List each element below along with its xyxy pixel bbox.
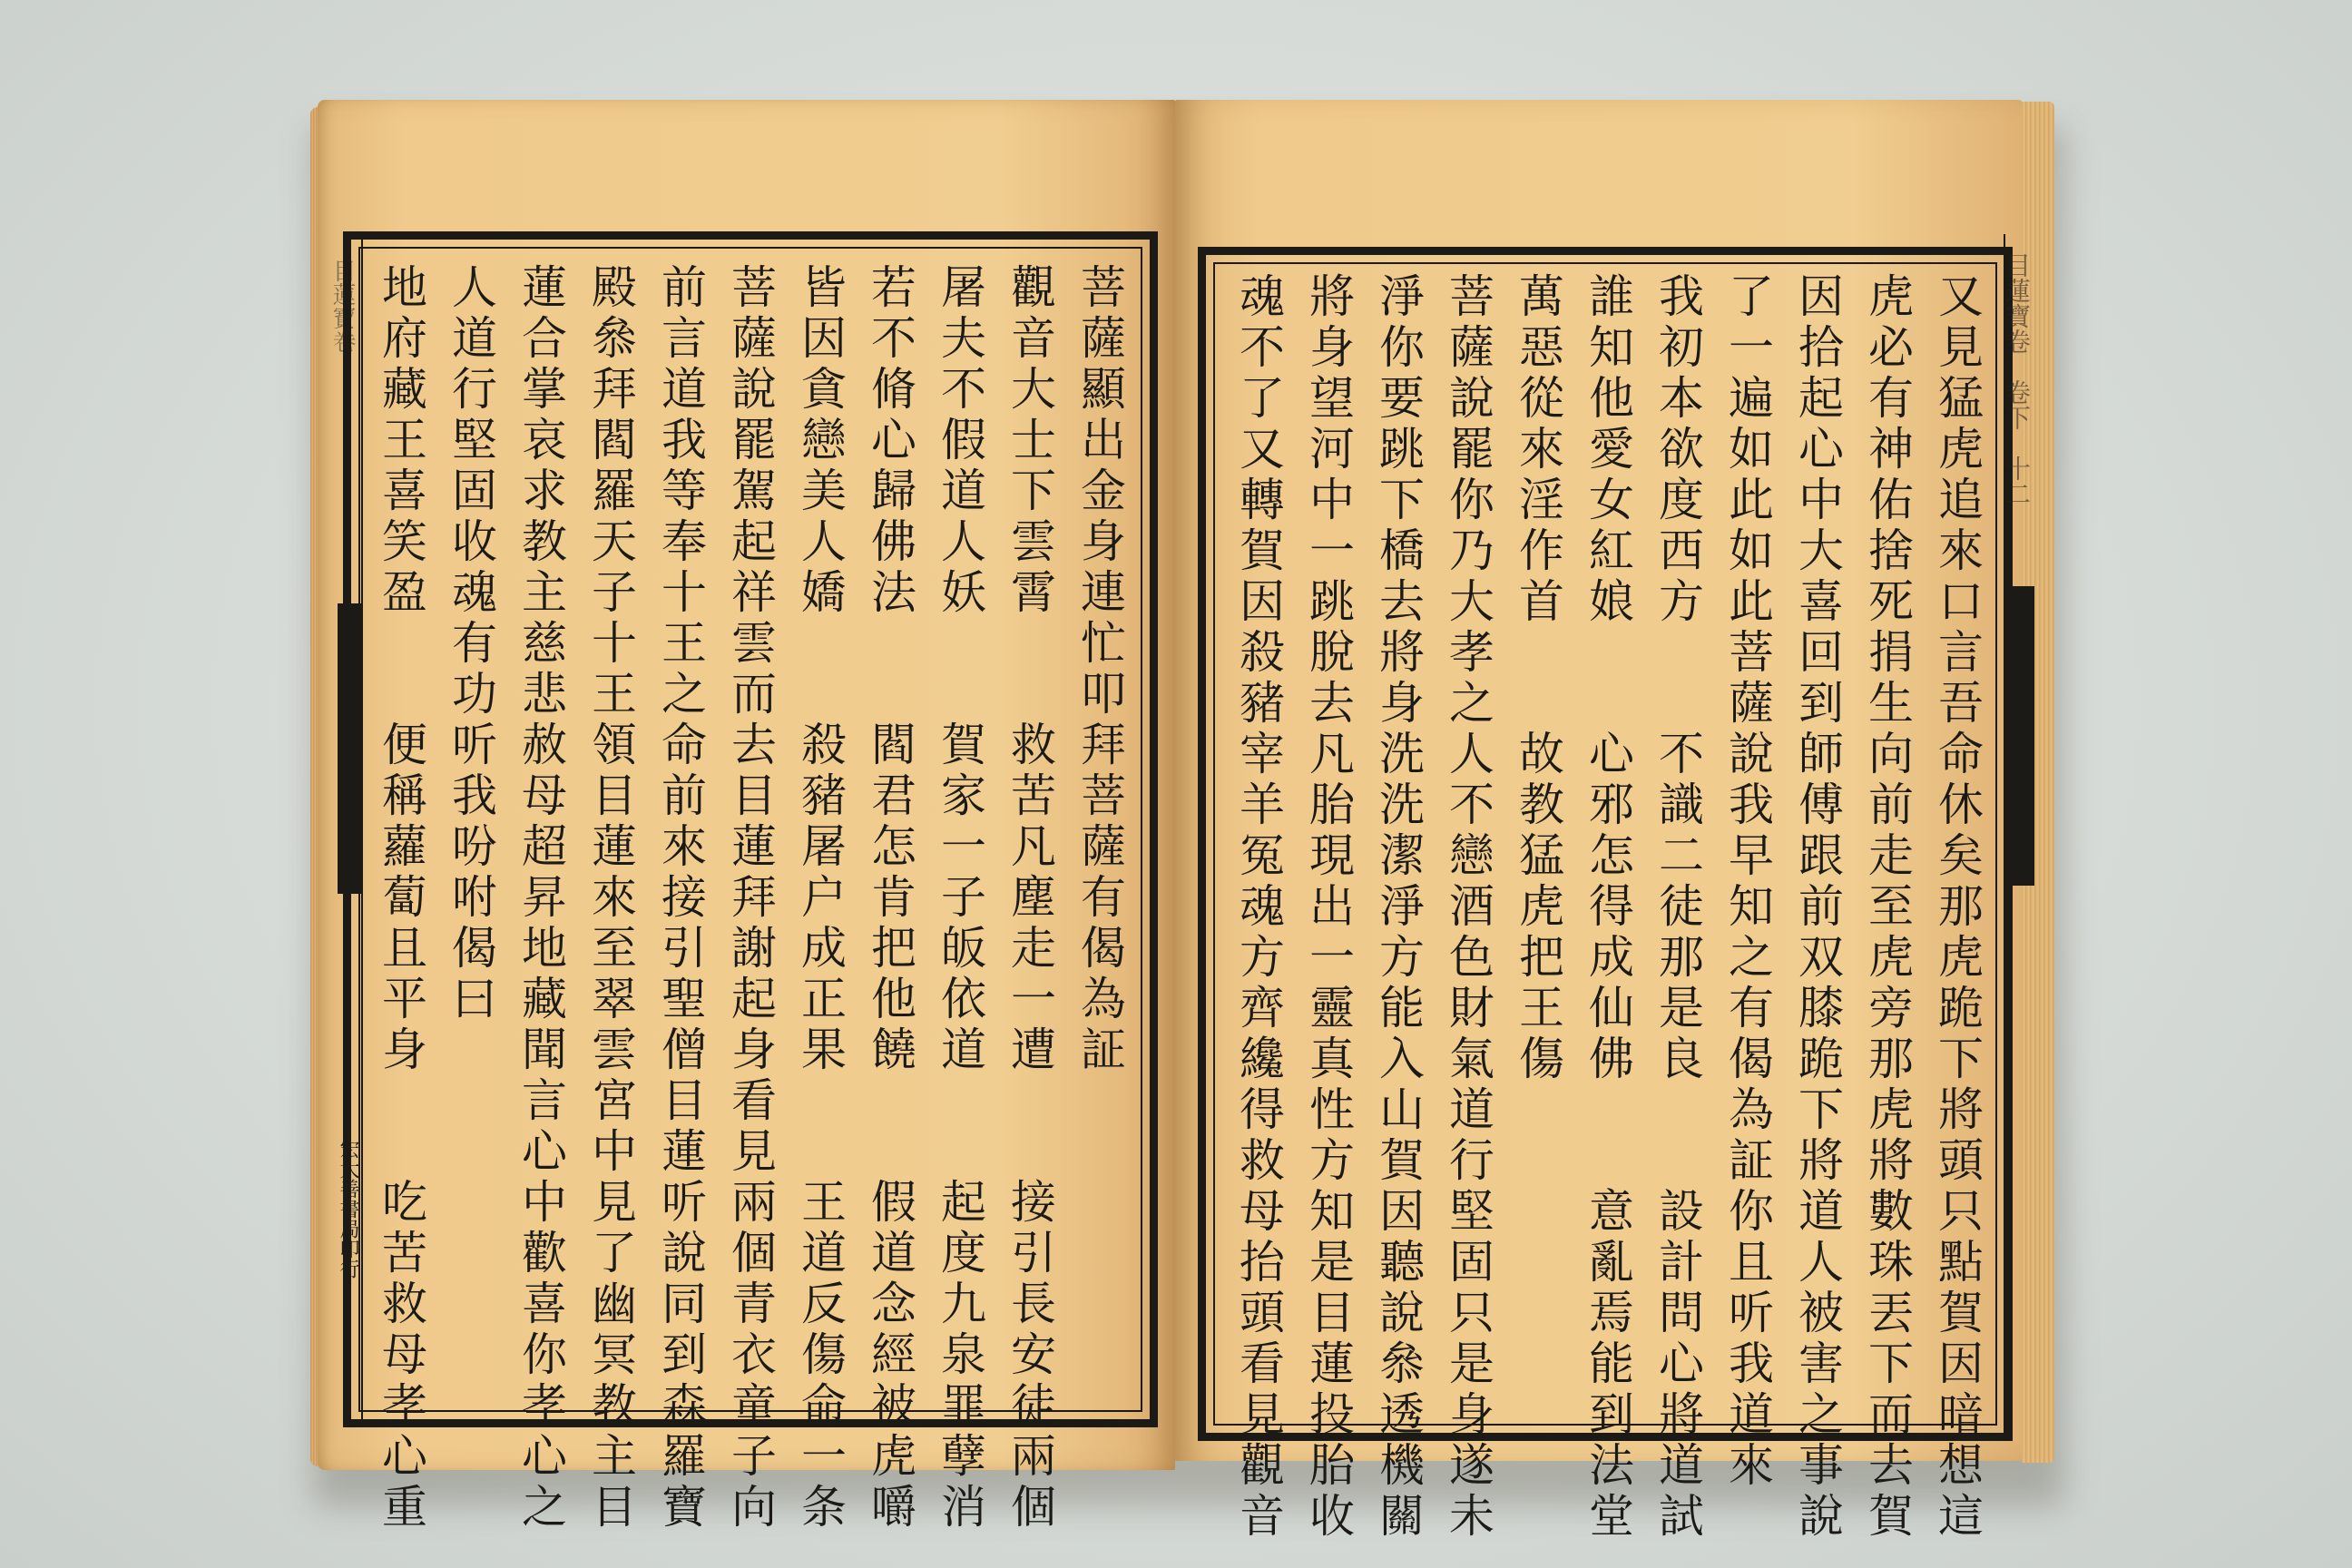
right-column-3: 因拾起心中大喜回到師傅跟前双膝跪下將道人被害之事說: [1791, 272, 1844, 1543]
right-page-text-block: [1220, 272, 1987, 1543]
left-column-2: 觀音大士下雲霄 救苦凡塵走一遭 接引長安徒兩個: [1004, 263, 1056, 1534]
right-column-2: 虎必有神佑捨死捐生向前走至虎旁那虎將數珠丟下而去賀: [1861, 272, 1914, 1543]
right-column-1: 又見猛虎追來口言吾命休矣那虎跪下將頭只點賀因暗想這: [1931, 272, 1984, 1543]
left-column-4: 若不脩心歸佛法 閻君怎肯把他饒 假道念經被虎嚼: [864, 263, 916, 1534]
left-column-10: 人道行堅固收魂有功听我吩咐偈曰: [445, 263, 497, 1025]
left-column-1: 菩薩顯出金身連忙叩拜菩薩有偈為証: [1073, 263, 1126, 1076]
left-page-text-block: [363, 263, 1130, 1534]
right-margin-ghost-title: 目蓮寶卷 卷下 十二: [2002, 252, 2032, 506]
left-column-6: 菩薩說罷駕起祥雲而去目蓮拜謝起身看見兩個青衣童子向: [724, 263, 777, 1534]
right-column-11: 魂不了又轉賀因殺豬宰羊冤魂方齊纔得救母抬頭看見觀音: [1232, 272, 1285, 1543]
right-column-6: 誰知他愛女紅娘 心邪怎得成仙佛 意亂焉能到法堂: [1582, 272, 1634, 1543]
right-column-9: 淨你要跳下橋去將身洗洗潔淨方能入山賀因聽說叅透機關: [1372, 272, 1425, 1543]
right-column-7: 萬惡從來淫作首 故教猛虎把王傷: [1512, 272, 1564, 1085]
left-column-8: 殿叅拜閻羅天子十王領目蓮來至翠雲宮中見了幽冥教主目: [584, 263, 637, 1534]
right-column-10: 將身望河中一跳脫去凡胎現出一靈真性方知是目蓮投胎收: [1302, 272, 1355, 1543]
right-column-8: 菩薩說罷你乃大孝之人不戀酒色財氣道行堅固只是身遂未: [1442, 272, 1494, 1543]
left-margin-ghost-title: 目蓮寶卷: [328, 259, 356, 353]
printer-imprint: 宏大善書局印行: [337, 1139, 359, 1279]
left-column-9: 蓮合掌哀求教主慈悲赦母超昇地藏聞言心中歡喜你孝心之: [514, 263, 567, 1534]
right-margin-fishtail-mark: [2007, 586, 2034, 886]
right-column-5: 我初本欲度西方 不識二徒那是良 設計問心將道試: [1651, 272, 1704, 1543]
left-column-11: 地府藏王喜笑盈 便稱蘿蔔且平身 吃苦救母孝心重: [375, 263, 427, 1534]
left-column-5: 皆因貪戀美人嬌 殺豬屠户成正果 王道反傷命一条: [794, 263, 847, 1534]
right-page-margin-strip: [2004, 234, 2036, 1436]
left-column-7: 前言道我等奉十王之命前來接引聖僧目蓮听說同到森羅寶: [654, 263, 707, 1534]
left-column-3: 屠夫不假道人妖 賀家一子皈依道 起度九泉罪孽消: [934, 263, 986, 1534]
right-column-4: 了一遍如此如此菩薩說我早知之有偈為証你且听我道來: [1721, 272, 1774, 1492]
